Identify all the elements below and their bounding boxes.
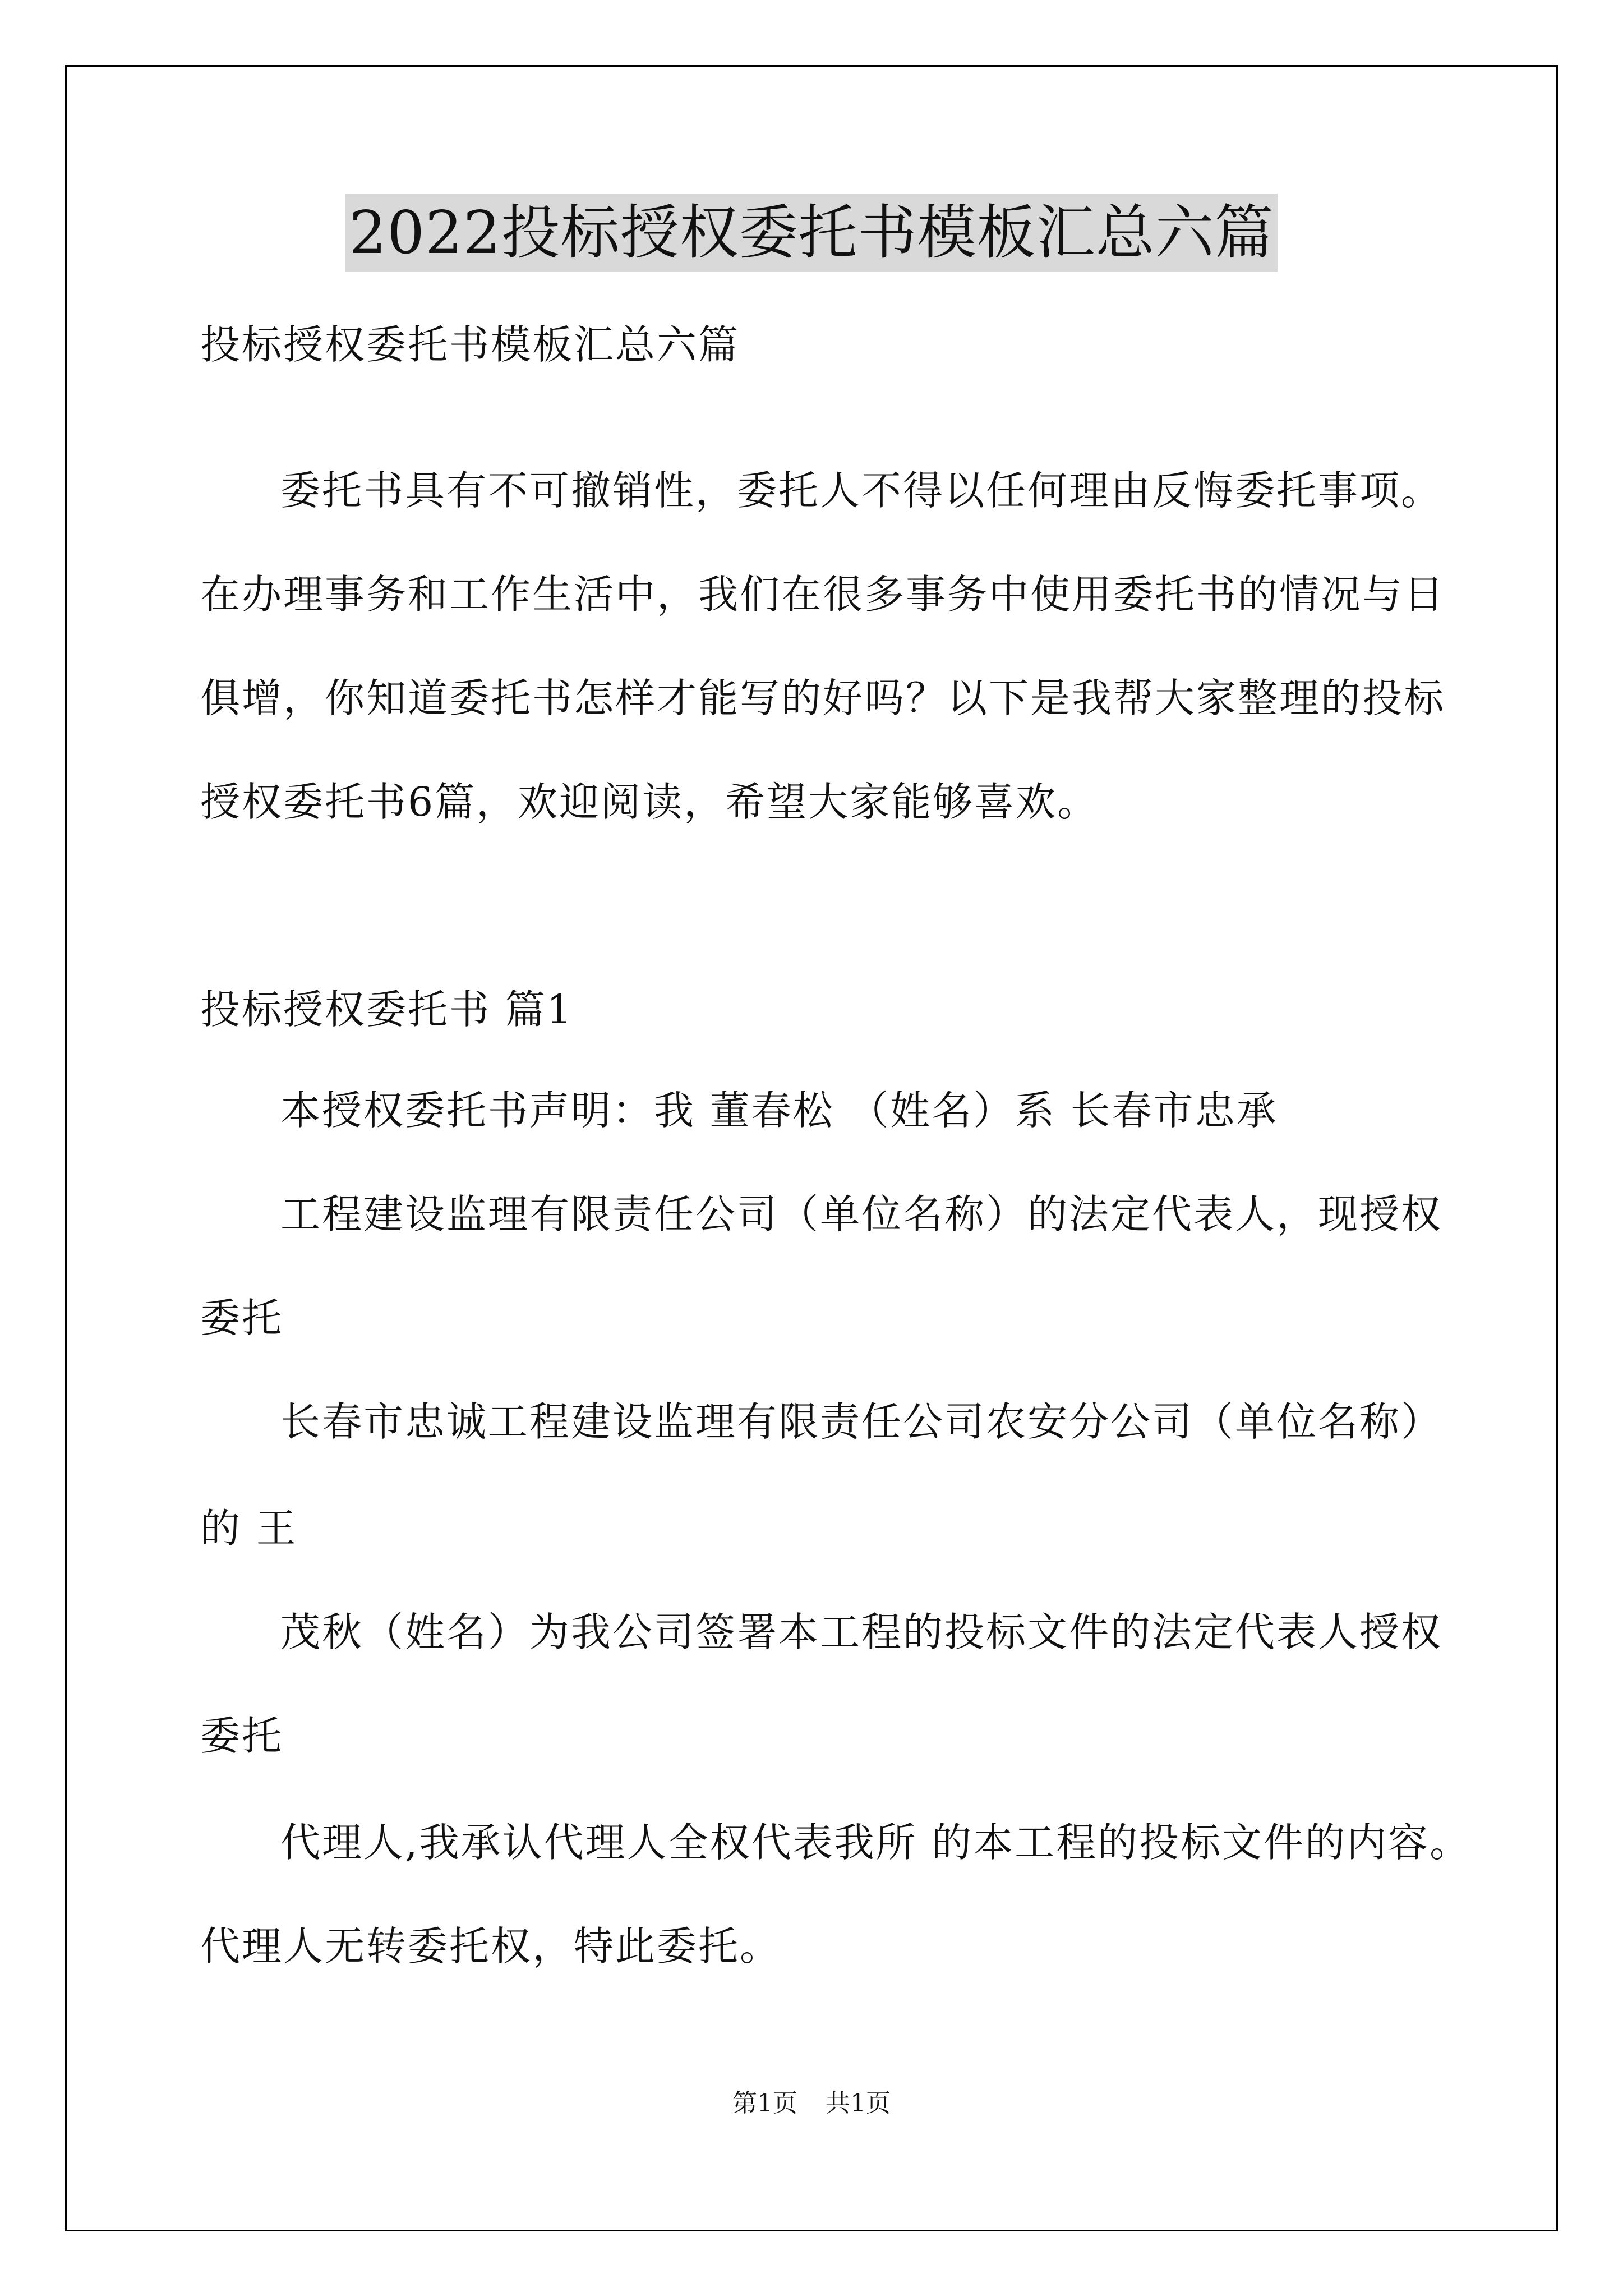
- document-title: 2022投标授权委托书模板汇总六篇: [345, 194, 1277, 272]
- page-number: 第1页: [732, 2089, 797, 2118]
- paragraph-line: 委托: [200, 1295, 284, 1341]
- paragraph-line: 工程建设监理有限责任公司（单位名称）的法定代表人，现授权: [280, 1191, 1443, 1237]
- page-total: 共1页: [826, 2089, 891, 2118]
- paragraph-line: 本授权委托书声明：我 董春松 （姓名）系 长春市忠承: [280, 1087, 1278, 1134]
- paragraph-line: 茂秋（姓名）为我公司签署本工程的投标文件的法定代表人授权: [280, 1609, 1443, 1655]
- paragraph-line: 在办理事务和工作生活中，我们在很多事务中使用委托书的情况与日: [200, 571, 1446, 618]
- paragraph-line: 委托书具有不可撤销性，委托人不得以任何理由反悔委托事项。: [280, 467, 1443, 514]
- paragraph-line: 俱增，你知道委托书怎样才能写的好吗？以下是我帮大家整理的投标: [200, 675, 1446, 721]
- page-border: [65, 65, 1558, 2231]
- paragraph-line: 的 王: [200, 1505, 298, 1552]
- paragraph-line: 代理人,我承认代理人全权代表我所 的本工程的投标文件的内容。: [280, 1819, 1472, 1866]
- paragraph-line: 代理人无转委托权，特此委托。: [200, 1923, 782, 1970]
- paragraph-line: 授权委托书6篇，欢迎阅读，希望大家能够喜欢。: [200, 779, 1099, 825]
- subtitle-line: 投标授权委托书模板汇总六篇: [200, 321, 740, 368]
- page-footer: [0, 2087, 1623, 2120]
- paragraph-line: 长春市忠诚工程建设监理有限责任公司农安分公司（单位名称）: [280, 1398, 1443, 1445]
- section-heading: 投标授权委托书 篇1: [200, 986, 574, 1033]
- paragraph-line: 委托: [200, 1713, 284, 1759]
- title-container: [0, 194, 1623, 272]
